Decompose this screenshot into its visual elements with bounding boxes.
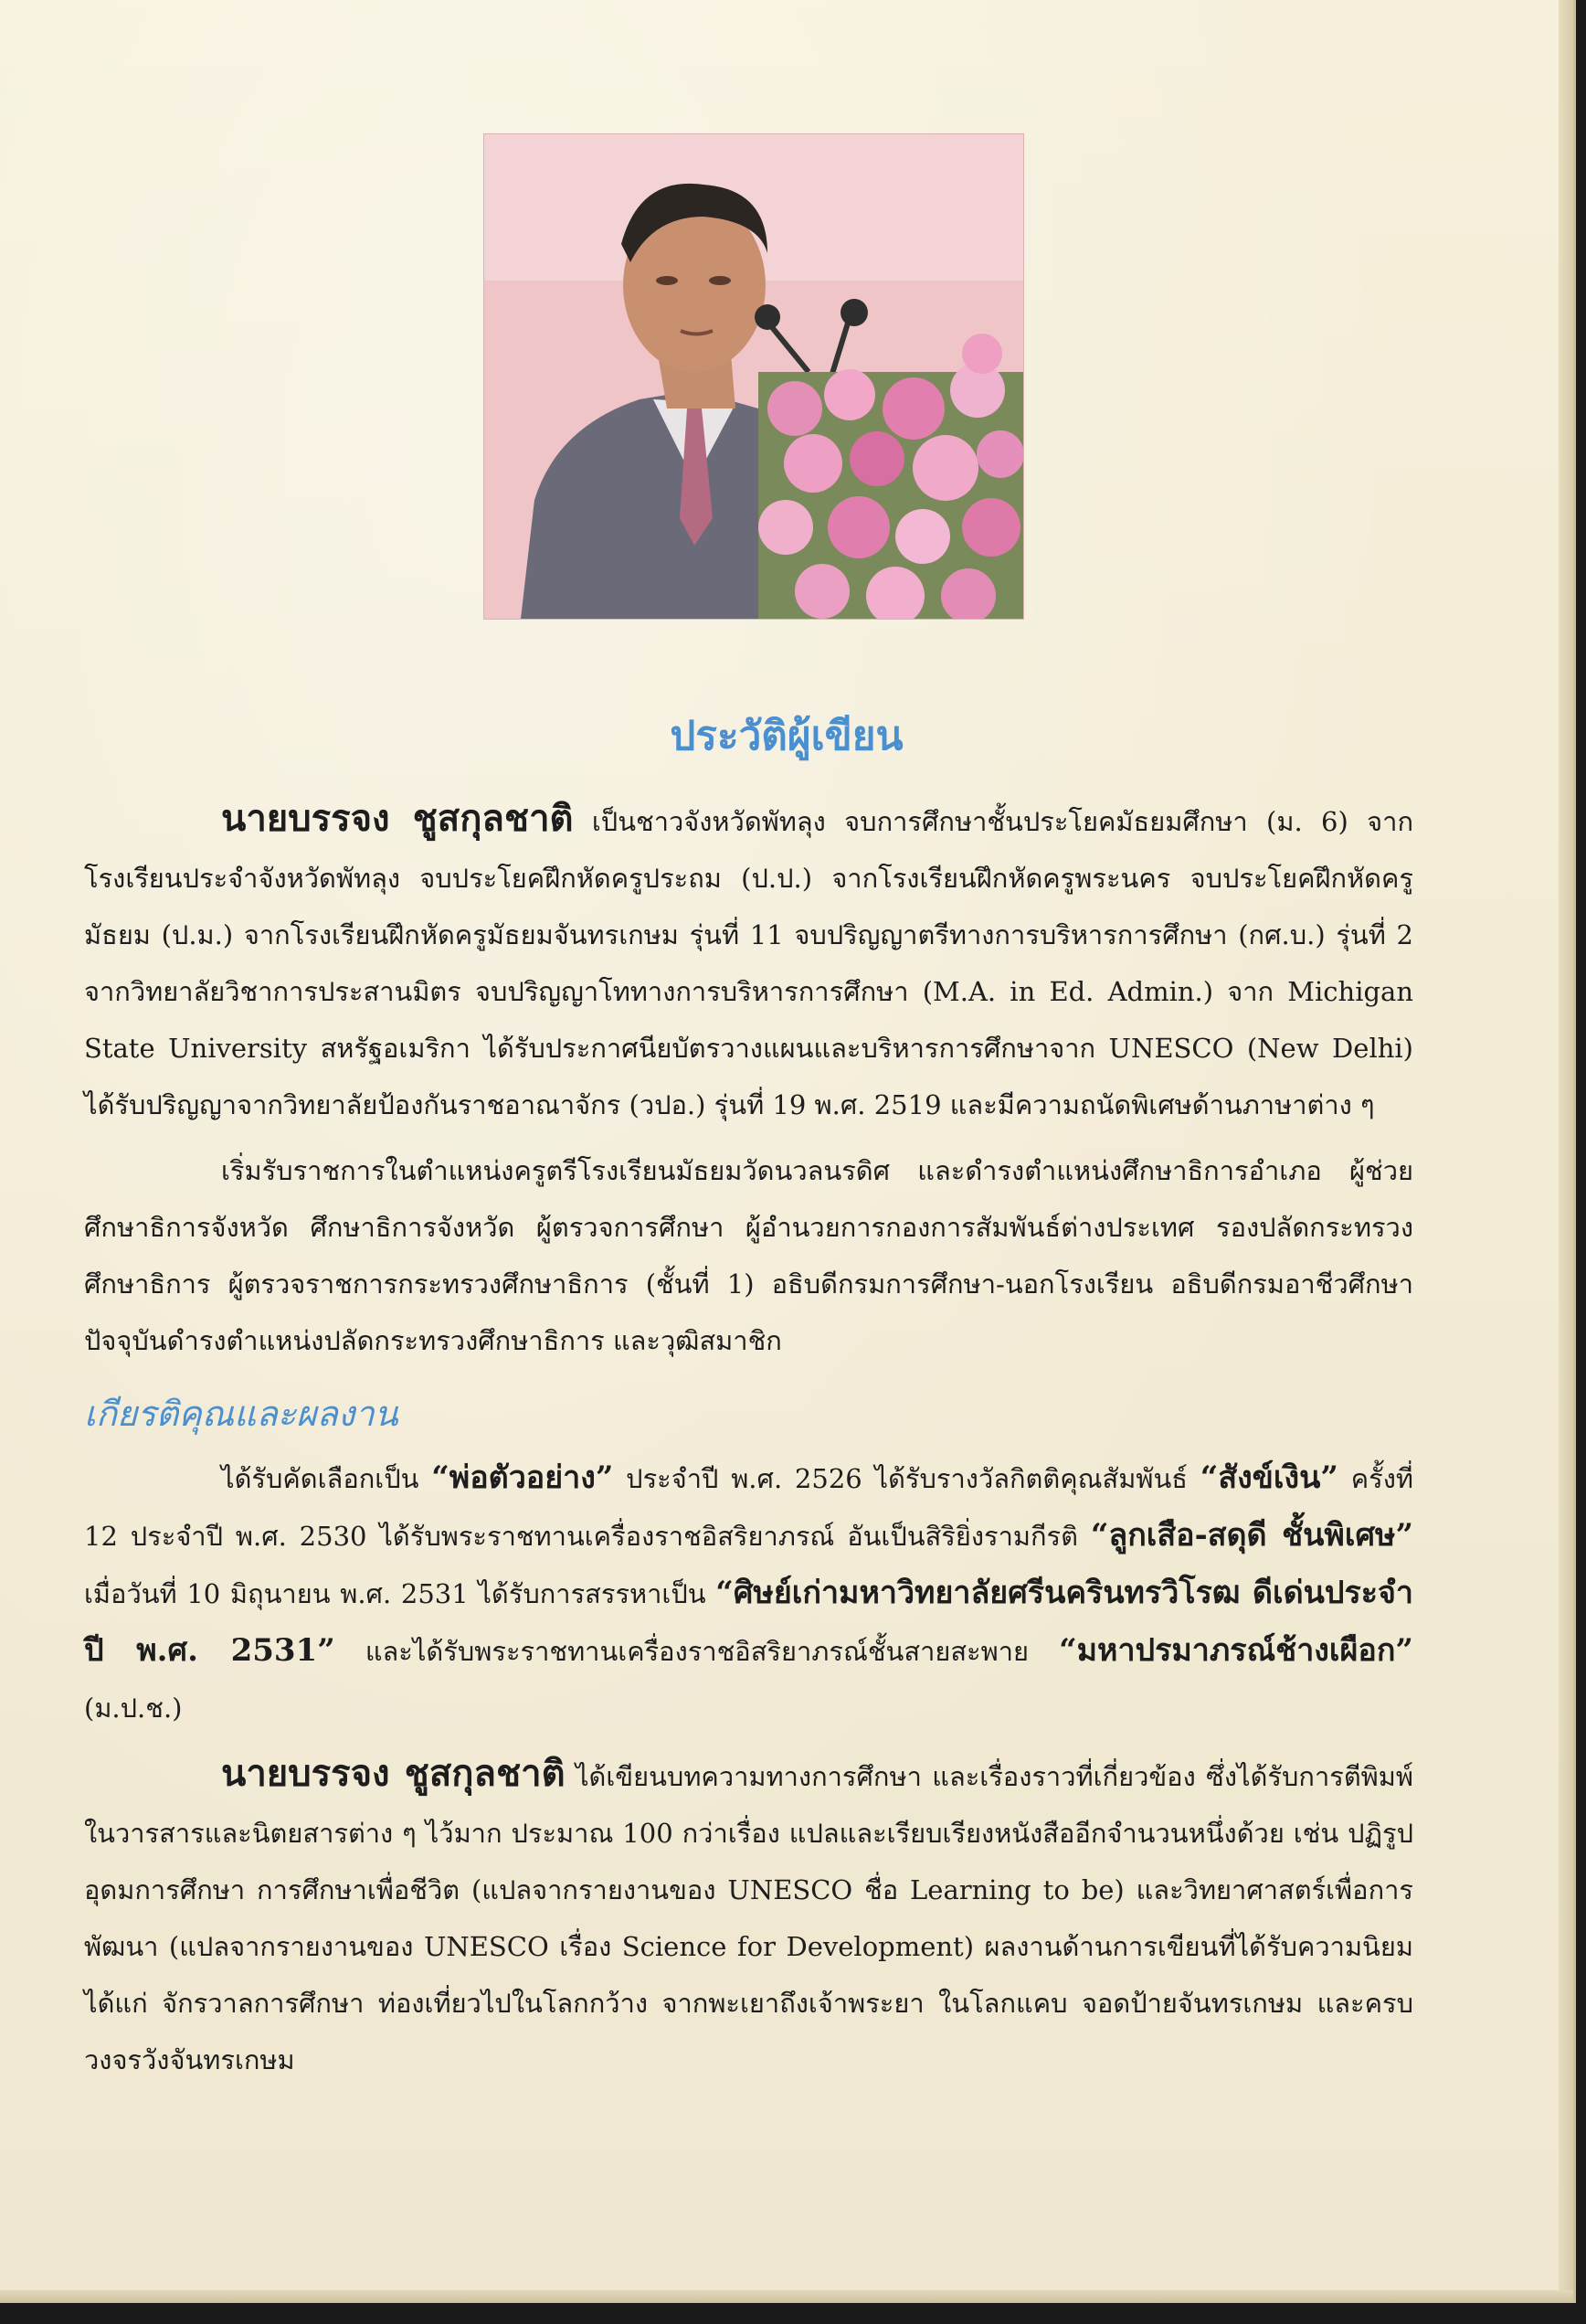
honors-text-5: และได้รับพระราชทานเครื่องราชอิสริยาภรณ์ชั้นสายสะพาย [365, 1636, 1030, 1667]
page-edge [1559, 0, 1573, 2303]
biography-text [84, 791, 1413, 2088]
honors-heading: เกียรติคุณและผลงาน [84, 1394, 398, 1434]
honors-bold-4: “ศิษย์เก่ามหาวิทยาลัยศรีนครินทรวิโรฒ ดีเด่นประจำปี พ.ศ. 2531” [84, 1575, 1414, 1669]
honors-text-6: (ม.ป.ช.) [84, 1693, 183, 1724]
honors-bold-3: “ลูกเสือ-สดุดี ชั้นพิเศษ” [1090, 1517, 1413, 1554]
honors-paragraph [84, 1449, 1413, 1736]
honors-bold-5: “มหาปรมาภรณ์ช้างเผือก” [1059, 1632, 1413, 1669]
honors-text-2: ประจำปี พ.ศ. 2526 ได้รับรางวัลกิตติคุณสัมพันธ์ [626, 1463, 1188, 1494]
bio-text: เป็นชาวจังหวัดพัทลุง จบการศึกษาชั้นประโยคมัธยมศึกษา (ม. 6) จากโรงเรียนประจำจังหวัดพัทลุง จบประโยคฝึกหัดครูประถม (ป.ป.) จากโรงเรียนฝึกหัดครูพระนคร จบประโยคฝึกหัดครูมัธยม (ป.ม.) จากโรงเรียนฝึกหัดครูมัธยมจันทรเกษม รุ่นที่ 11 จบปริญญาตรีทางการบริหารการศึกษา (กศ.บ.) รุ่นที่ 2 จากวิทยาลัยวิชาการประสานมิตร จบปริญญาโททางการบริหารการศึกษา (M.A. in Ed. Admin.) จาก Michigan State University สหรัฐอเมริกา ได้รับประกาศนียบัตรวางแผนและบริหารการศึกษาจาก UNESCO (New Delhi) ได้รับปริญญาจากวิทยาลัยป้องกันราชอาณาจักร (วปอ.) รุ่นที่ 19 พ.ศ. 2519 และมีความถนัดพิเศษด้านภาษาต่าง ๆ [84, 806, 1413, 1120]
honors-text-3: ครั้งที่ 12 ประจำปี พ.ศ. 2530 ได้รับพระราชทานเครื่องราชอิสริยาภรณ์ อันเป็นสิริยิ่งรามกีรติ [84, 1463, 1413, 1552]
page-edge-bottom [0, 2290, 1573, 2303]
works-text: ได้เขียนบทความทางการศึกษา และเรื่องราวที่เกี่ยวข้อง ซึ่งได้รับการตีพิมพ์ในวารสารและนิตยสารต่าง ๆ ไว้มาก ประมาณ 100 กว่าเรื่อง แปลและเรียบเรียงหนังสืออีกจำนวนหนึ่งด้วย เช่น ปฏิรูปอุดมการศึกษา การศึกษาเพื่อชีวิต (แปลจากรายงานของ UNESCO ชื่อ Learning to be) และวิทยาศาสตร์เพื่อการพัฒนา (แปลจากรายงานของ UNESCO เรื่อง Science for Development) ผลงานด้านการเขียนที่ได้รับความนิยม ได้แก่ จักรวาลการศึกษา ท่องเที่ยวไปในโลกกว้าง จากพะเยาถึงเจ้าพระยา ในโลกแคบ จอดป้ายจันทรเกษม และครบวงจรวังจันทรเกษม [84, 1761, 1413, 2075]
honors-text-4: เมื่อวันที่ 10 มิถุนายน พ.ศ. 2531 ได้รับการสรรหาเป็น [84, 1578, 706, 1609]
bio-paragraph [84, 791, 1413, 1133]
career-paragraph: เริ่มรับราชการในตำแหน่งครูตรีโรงเรียนมัธยมวัดนวลนรดิศ และดำรงตำแหน่งศึกษาธิการอำเภอ ผู้ช่วยศึกษาธิการจังหวัด ศึกษาธิการจังหวัด ผู้ตรวจการศึกษา ผู้อำนวยการกองการสัมพันธ์ต่างประเทศ รองปลัดกระทรวงศึกษาธิการ ผู้ตรวจราชการกระทรวงศึกษาธิการ (ชั้นที่ 1) อธิบดีกรมการศึกษา-นอกโรงเรียน อธิบดีกรมอาชีวศึกษา ปัจจุบันดำรงตำแหน่งปลัดกระทรวงศึกษาธิการ และวุฒิสมาชิก [84, 1155, 1413, 1356]
honors-bold-2: “สังข์เงิน” [1200, 1459, 1338, 1496]
works-paragraph [84, 1746, 1413, 2088]
page-title: ประวัติผู้เขียน [670, 713, 904, 759]
honors-text-1: ได้รับคัดเลือกเป็น [221, 1463, 419, 1494]
author-name: นายบรรจง ชูสกุลชาติ [221, 797, 574, 840]
honors-bold-1: “พ่อตัวอย่าง” [431, 1459, 614, 1496]
author-photo [484, 134, 1023, 619]
author-name-2: นายบรรจง ชูสกุลชาติ [221, 1752, 566, 1795]
